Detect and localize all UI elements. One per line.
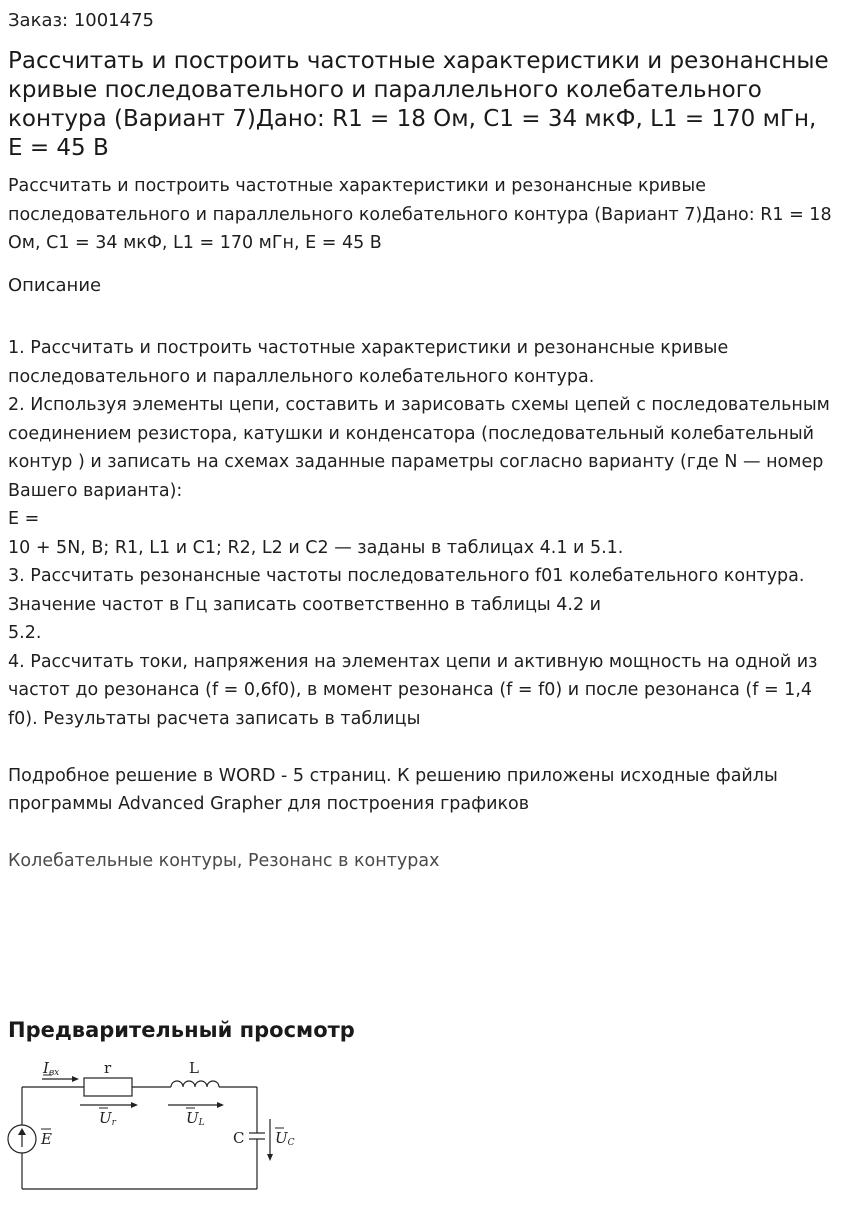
description-line: 5.2. [8, 623, 42, 643]
capacitor-label: C [233, 1129, 245, 1147]
inductor-label: L [189, 1059, 199, 1077]
inductor-symbol [171, 1081, 219, 1087]
spacer [8, 733, 838, 762]
tag-list [8, 847, 439, 875]
voltage-r-label: Ur [99, 1109, 116, 1128]
description-line: 4. Рассчитать токи, напряжения на элементах цепи и активную мощность на одной из частот до резонанса (f = 0,6f0), в момент резонанса (f = f0) и после резонанса (f = 1,4 f0). Результаты расчета записать в таблицы [8, 651, 818, 729]
description-line: Е = [8, 509, 40, 529]
page-title: Рассчитать и построить частотные характеристики и резонансные кривые последовательного и параллельного колебательного контура (Вариант 7)Дано: R1 = 18 Ом, C1 = 34 мкФ, L1 = 170 мГн, E = 45 В [8, 48, 829, 161]
description-line: 10 + 5N, В; R1, L1 и С1; R2, L2 и С2 — заданы в таблицах 4.1 и 5.1. [8, 537, 624, 558]
description-line: 2. Используя элементы цепи, составить и зарисовать схемы цепей с последовательным соединением резистора, катушки и конденсатора (последовательный колебательный контур ) и записать на схемах заданные параметры согласно варианту (где N — номер Вашего варианта): [8, 395, 830, 501]
resistor-label: r [104, 1059, 112, 1077]
input-current-label: Iвх [43, 1059, 60, 1078]
resistor-symbol [84, 1078, 132, 1096]
preview-heading: Предварительный просмотр [8, 1018, 355, 1042]
voltage-l-label: UL [186, 1109, 205, 1128]
lead-text: Рассчитать и построить частотные характеристики и резонансные кривые последовательного и параллельного колебательного контура (Вариант 7)Дано: R1 = 18 Ом, C1 = 34 мкФ, L1 = 170 мГн, E = 45 В [8, 176, 832, 253]
description-line: 1. Рассчитать и построить частотные характеристики и резонансные кривые последовательного и параллельного колебательного контура. [8, 338, 729, 387]
order-number: Заказ: 1001475 [8, 10, 154, 31]
circuit-schematic-image [5, 1055, 305, 1195]
description-line: 3. Рассчитать резонансные частоты последовательного f01 колебательного контура. Значение частот в Гц записать соответственно в таблицы 4.2 и [8, 566, 805, 615]
description-body [8, 334, 838, 819]
emf-label: E [41, 1130, 52, 1148]
description-footer: Подробное решение в WORD - 5 страниц. К решению приложены исходные файлы программы Advanced Grapher для построения графиков [8, 765, 778, 814]
tag-link[interactable]: Резонанс в контурах [247, 851, 440, 871]
voltage-c-label: UC [275, 1129, 295, 1148]
tag-link[interactable]: Колебательные контуры [8, 851, 237, 871]
description-heading: Описание [8, 275, 102, 296]
tag-separator: , [236, 851, 248, 871]
